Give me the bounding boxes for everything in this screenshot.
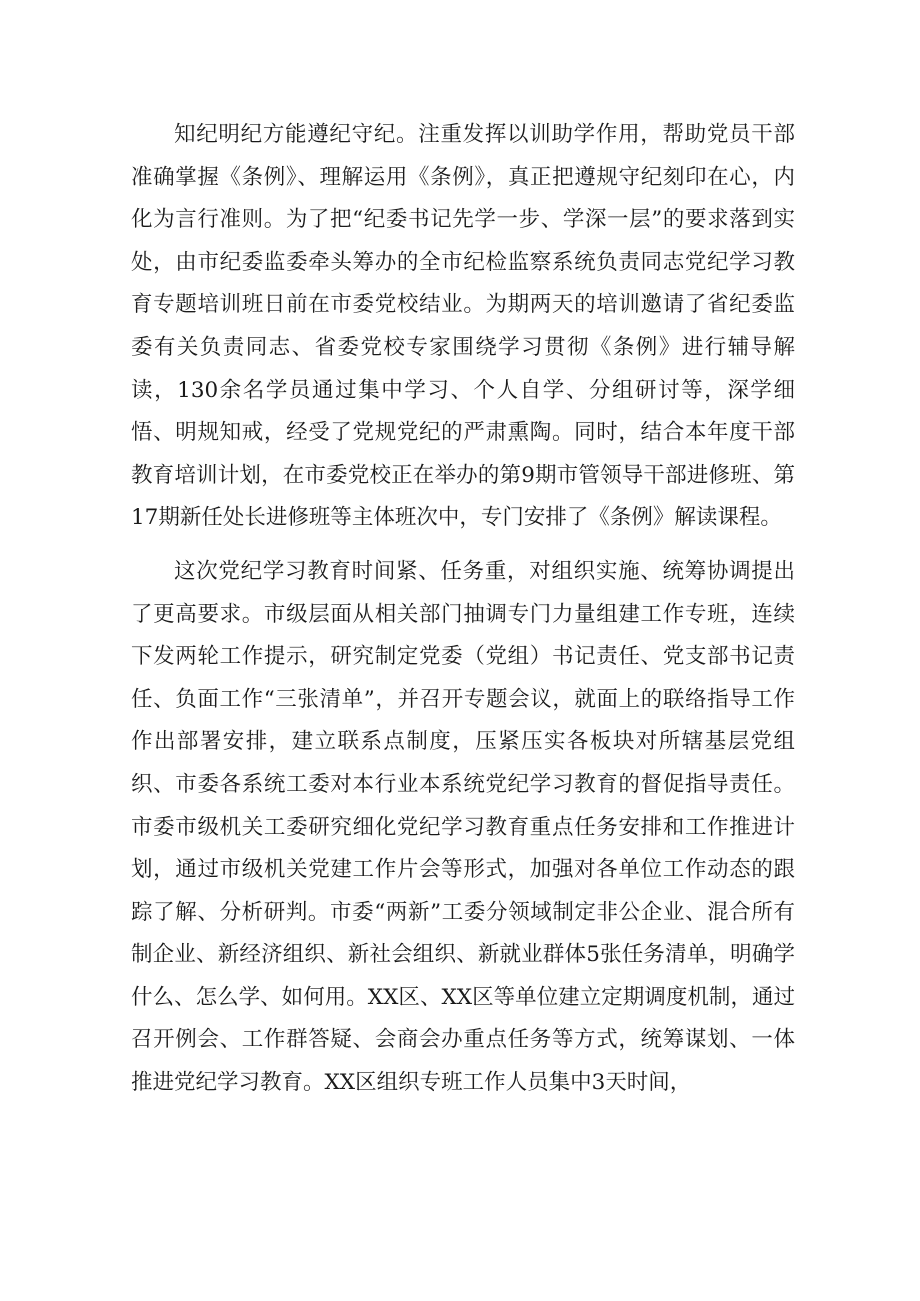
paragraph-2: 这次党纪学习教育时间紧、任务重，对组织实施、统筹协调提出了更高要求。市级层面从相关部门抽调专门力量组建工作专班，连续下发两轮工作提示，研究制定党委（党组）书记责任、党支部书记责任、负面工作“三张清单”，并召开专题会议，就面上的联络指导工作作出部署安排，建立联系点制度，压紧压实各板块对所辖基层党组织、市委各系统工委对本行业本系统党纪学习教育的督促指导责任。市委市级机关工委研究细化党纪学习教育重点任务安排和工作推进计划，通过市级机关党建工作片会等形式，加强对各单位工作动态的跟踪了解、分析研判。市委“两新”工委分领域制定非公企业、混合所有制企业、新经济组织、新社会组织、新就业群体5张任务清单，明确学什么、怎么学、如何用。XX区、XX区等单位建立定期调度机制，通过召开例会、工作群答疑、会商会办重点任务等方式，统筹谋划、一体推进党纪学习教育。XX区组织专班工作人员集中3天时间，	[131, 558, 795, 1096]
paragraph-1: 知纪明纪方能遵纪守纪。注重发挥以训助学作用，帮助党员干部准确掌握《条例》、理解运用《条例》，真正把遵规守纪刻印在心，内化为言行准则。为了把“纪委书记先学一步、学深一层”的要求落到实处，由市纪委监委牵头筹办的全市纪检监察系统负责同志党纪学习教育专题培训班日前在市委党校结业。为期两天的培训邀请了省纪委监委有关负责同志、省委党校专家围绕学习贯彻《条例》进行辅导解读，130余名学员通过集中学习、个人自学、分组研讨等，深学细悟、明规知戒，经受了党规党纪的严肃熏陶。同时，结合本年度干部教育培训计划，在市委党校正在举办的第9期市管领导干部进修班、第17期新任处长进修班等主体班次中，专门安排了《条例》解读课程。	[131, 122, 795, 531]
document-body	[131, 114, 795, 1105]
